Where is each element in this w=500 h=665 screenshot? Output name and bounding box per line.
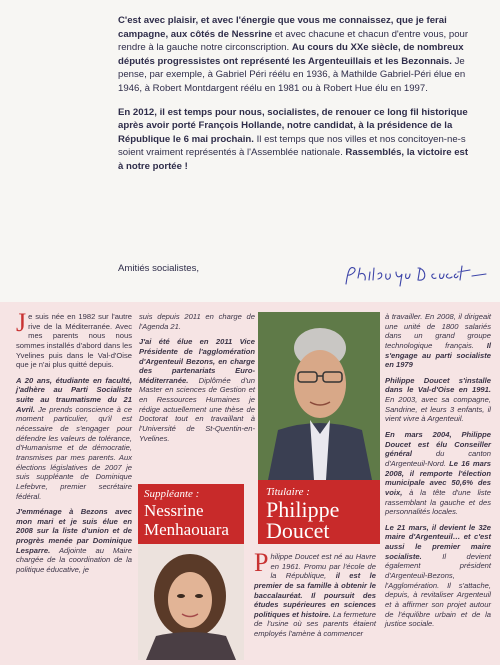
bio-text: à la tête d'une liste rassemblant la gauche et des personnalités locales. bbox=[385, 487, 491, 517]
nessrine-menhaouara-photo bbox=[138, 544, 244, 660]
titulaire-first-name: Philippe bbox=[266, 497, 340, 522]
bio-text: Je prends conscience à ce moment particulier, qu'il est nécessaire de s'engager pour défendre les valeurs de tolérance, d'Humanisme et de démocratie, transmises par mes parents. Aux élections législatives de 2007 je suis suppléante de Dominique Lefebvre, premier secrétaire fédéral. bbox=[16, 404, 132, 501]
suppleante-label: Suppléante : bbox=[144, 488, 200, 500]
letter-p2-bold-2: Rassemblés, la victoire est à notre portée ! bbox=[118, 147, 469, 173]
nessrine-bio-column-1 bbox=[16, 308, 132, 581]
bio-text: En 2003, avec sa compagne, Sandrine, et leurs 3 enfants, il vient vivre à Argenteuil. bbox=[385, 395, 491, 424]
bio-paragraph bbox=[385, 430, 491, 517]
philippe-bio-intro bbox=[254, 548, 376, 645]
bio-text: à travailler. En 2008, il dirigeait une unité de 1800 salariés dans un grand groupe technologique français. bbox=[385, 312, 491, 350]
bio-text: du canton d'Argenteuil-Nord. bbox=[385, 449, 491, 468]
titulaire-banner bbox=[258, 480, 380, 544]
bio-paragraph bbox=[385, 376, 491, 424]
suppleante-banner bbox=[138, 484, 244, 544]
bio-highlight: J'emménage à Bezons avec mon mari et je suis élue en 2008 sur la liste d'union et de progrès menée par Dominique Lesparre. bbox=[16, 507, 132, 555]
letter-p2-bold: En 2012, il est temps pour nous, socialistes, de renouer ce long fil historique après avoir porté François Hollande, notre candidat, à la présidence de la République le 6 mai prochain. bbox=[118, 106, 468, 145]
philippe-bio-column bbox=[385, 312, 491, 635]
bio-highlight: En mars 2004, Philippe Doucet est élu Conseiller général bbox=[385, 430, 491, 459]
bio-highlight: Il s'engage au parti socialiste en 1979 bbox=[385, 340, 491, 370]
titulaire-label: Titulaire : bbox=[266, 486, 310, 498]
bio-text: hilippe Doucet est né au Havre en 1961. Promu par l'école de la République, bbox=[270, 552, 376, 581]
bio-text: e suis née en 1982 sur l'autre rive de la Méditerranée. Avec mes parents nous nous sommes installés d'abord dans les Yvelines puis dans le Val-d'Oise que je n'ai plus quitté depuis. bbox=[16, 312, 132, 370]
philippe-doucet-photo bbox=[258, 312, 380, 480]
bio-paragraph bbox=[16, 376, 132, 501]
letter-body bbox=[118, 14, 470, 184]
bio-highlight: il est le premier de sa famille à obtenir le baccalauréat. Il poursuit des études supérieures en sciences politiques et histoire. bbox=[254, 571, 376, 619]
bio-paragraph bbox=[139, 312, 255, 331]
bio-text: Diplômée d'un Master en sciences de Gestion et en Ressources Humaines je rédige actuellement une thèse de Doctorat tout en travaillant à l'Université de St-Quentin-en-Yvelines. bbox=[139, 375, 255, 443]
drop-cap: P bbox=[254, 548, 269, 577]
nessrine-bio-column-2 bbox=[139, 312, 255, 449]
letter-p2-text: Il est temps que nos villes et nos concitoyen-ne-s soient vraiment représentés à l'Assemblée nationale. bbox=[118, 133, 466, 159]
bio-highlight: Le 21 mars, il devient le 32e maire d'Argenteuil… et c'est aussi le premier maire socialiste. bbox=[385, 522, 491, 561]
letter-p1-text: et avec chacune et chacun d'entre vous, pour rendre à la gauche notre circonscription. bbox=[118, 28, 469, 54]
closing-text: Amitiés socialistes, bbox=[118, 263, 200, 274]
bio-text: Adjointe au Maire chargée de la coordination de la politique éducative, je bbox=[16, 545, 132, 575]
bio-highlight: Philippe Doucet s'installe dans le Val-d'Oise en 1991. bbox=[385, 375, 491, 395]
bio-highlight: J'ai été élue en 2011 Vice Présidente de l'agglomération d'Argenteuil Bezons, en charge des partenariats Euro-Méditerranée. bbox=[139, 337, 255, 385]
bio-paragraph bbox=[254, 548, 376, 639]
bio-text: Il devient également président d'Argenteuil-Bezons, l'Agglomération. Il s'attache, depuis, à revitaliser Argenteuil et à affirmer son projet autour de l'équilibre urbain et de la justice sociale. bbox=[385, 551, 491, 629]
suppleante-last-name: Menhaouara bbox=[144, 520, 229, 539]
signature bbox=[340, 262, 490, 288]
letter-paragraph-2 bbox=[118, 106, 470, 174]
signature-graphic bbox=[340, 262, 490, 288]
bio-paragraph bbox=[139, 337, 255, 443]
letter-p1-bold-2: Au cours du XXe siècle, de nombreux députés progressistes ont représenté les Argenteuillais et les Bezonnais. bbox=[118, 42, 464, 67]
bio-highlight: A 20 ans, étudiante en faculté, j'adhère au Parti Socialiste suite au traumatisme du 21 Avril. bbox=[16, 375, 132, 414]
letter-p1-bold: C'est avec plaisir, et avec l'énergie que vous me connaissez, que je ferai campagne, aux côtés de Nessrine bbox=[118, 15, 447, 40]
titulaire-last-name: Doucet bbox=[266, 518, 330, 543]
letter-p1-text-2: Je pense, par exemple, à Gabriel Péri réélu en 1936, à Mathilde Gabriel-Péri élue en 1946, à Robert Montdargent réélu en 1981 ou à Robert Hue élu en 1997. bbox=[118, 55, 466, 95]
bio-paragraph bbox=[16, 507, 132, 574]
drop-cap: J bbox=[16, 308, 27, 337]
portrait-illustration bbox=[258, 312, 380, 480]
bio-text: suis depuis 2011 en charge de l'Agenda 21. bbox=[139, 312, 255, 331]
bio-paragraph bbox=[16, 308, 132, 370]
bio-paragraph bbox=[385, 312, 491, 370]
bio-highlight: Le 16 mars 2008, il remporte l'élection municipale avec 50,6% des voix, bbox=[385, 458, 491, 497]
suppleante-first-name: Nessrine bbox=[144, 501, 204, 520]
bio-text: La fermeture de l'usine où ses parents étaient employés l'amène à commencer bbox=[254, 609, 376, 639]
portrait-illustration bbox=[138, 544, 244, 660]
candidates-section bbox=[0, 302, 500, 665]
letter-paragraph-1 bbox=[118, 14, 470, 96]
bio-paragraph bbox=[385, 523, 491, 629]
